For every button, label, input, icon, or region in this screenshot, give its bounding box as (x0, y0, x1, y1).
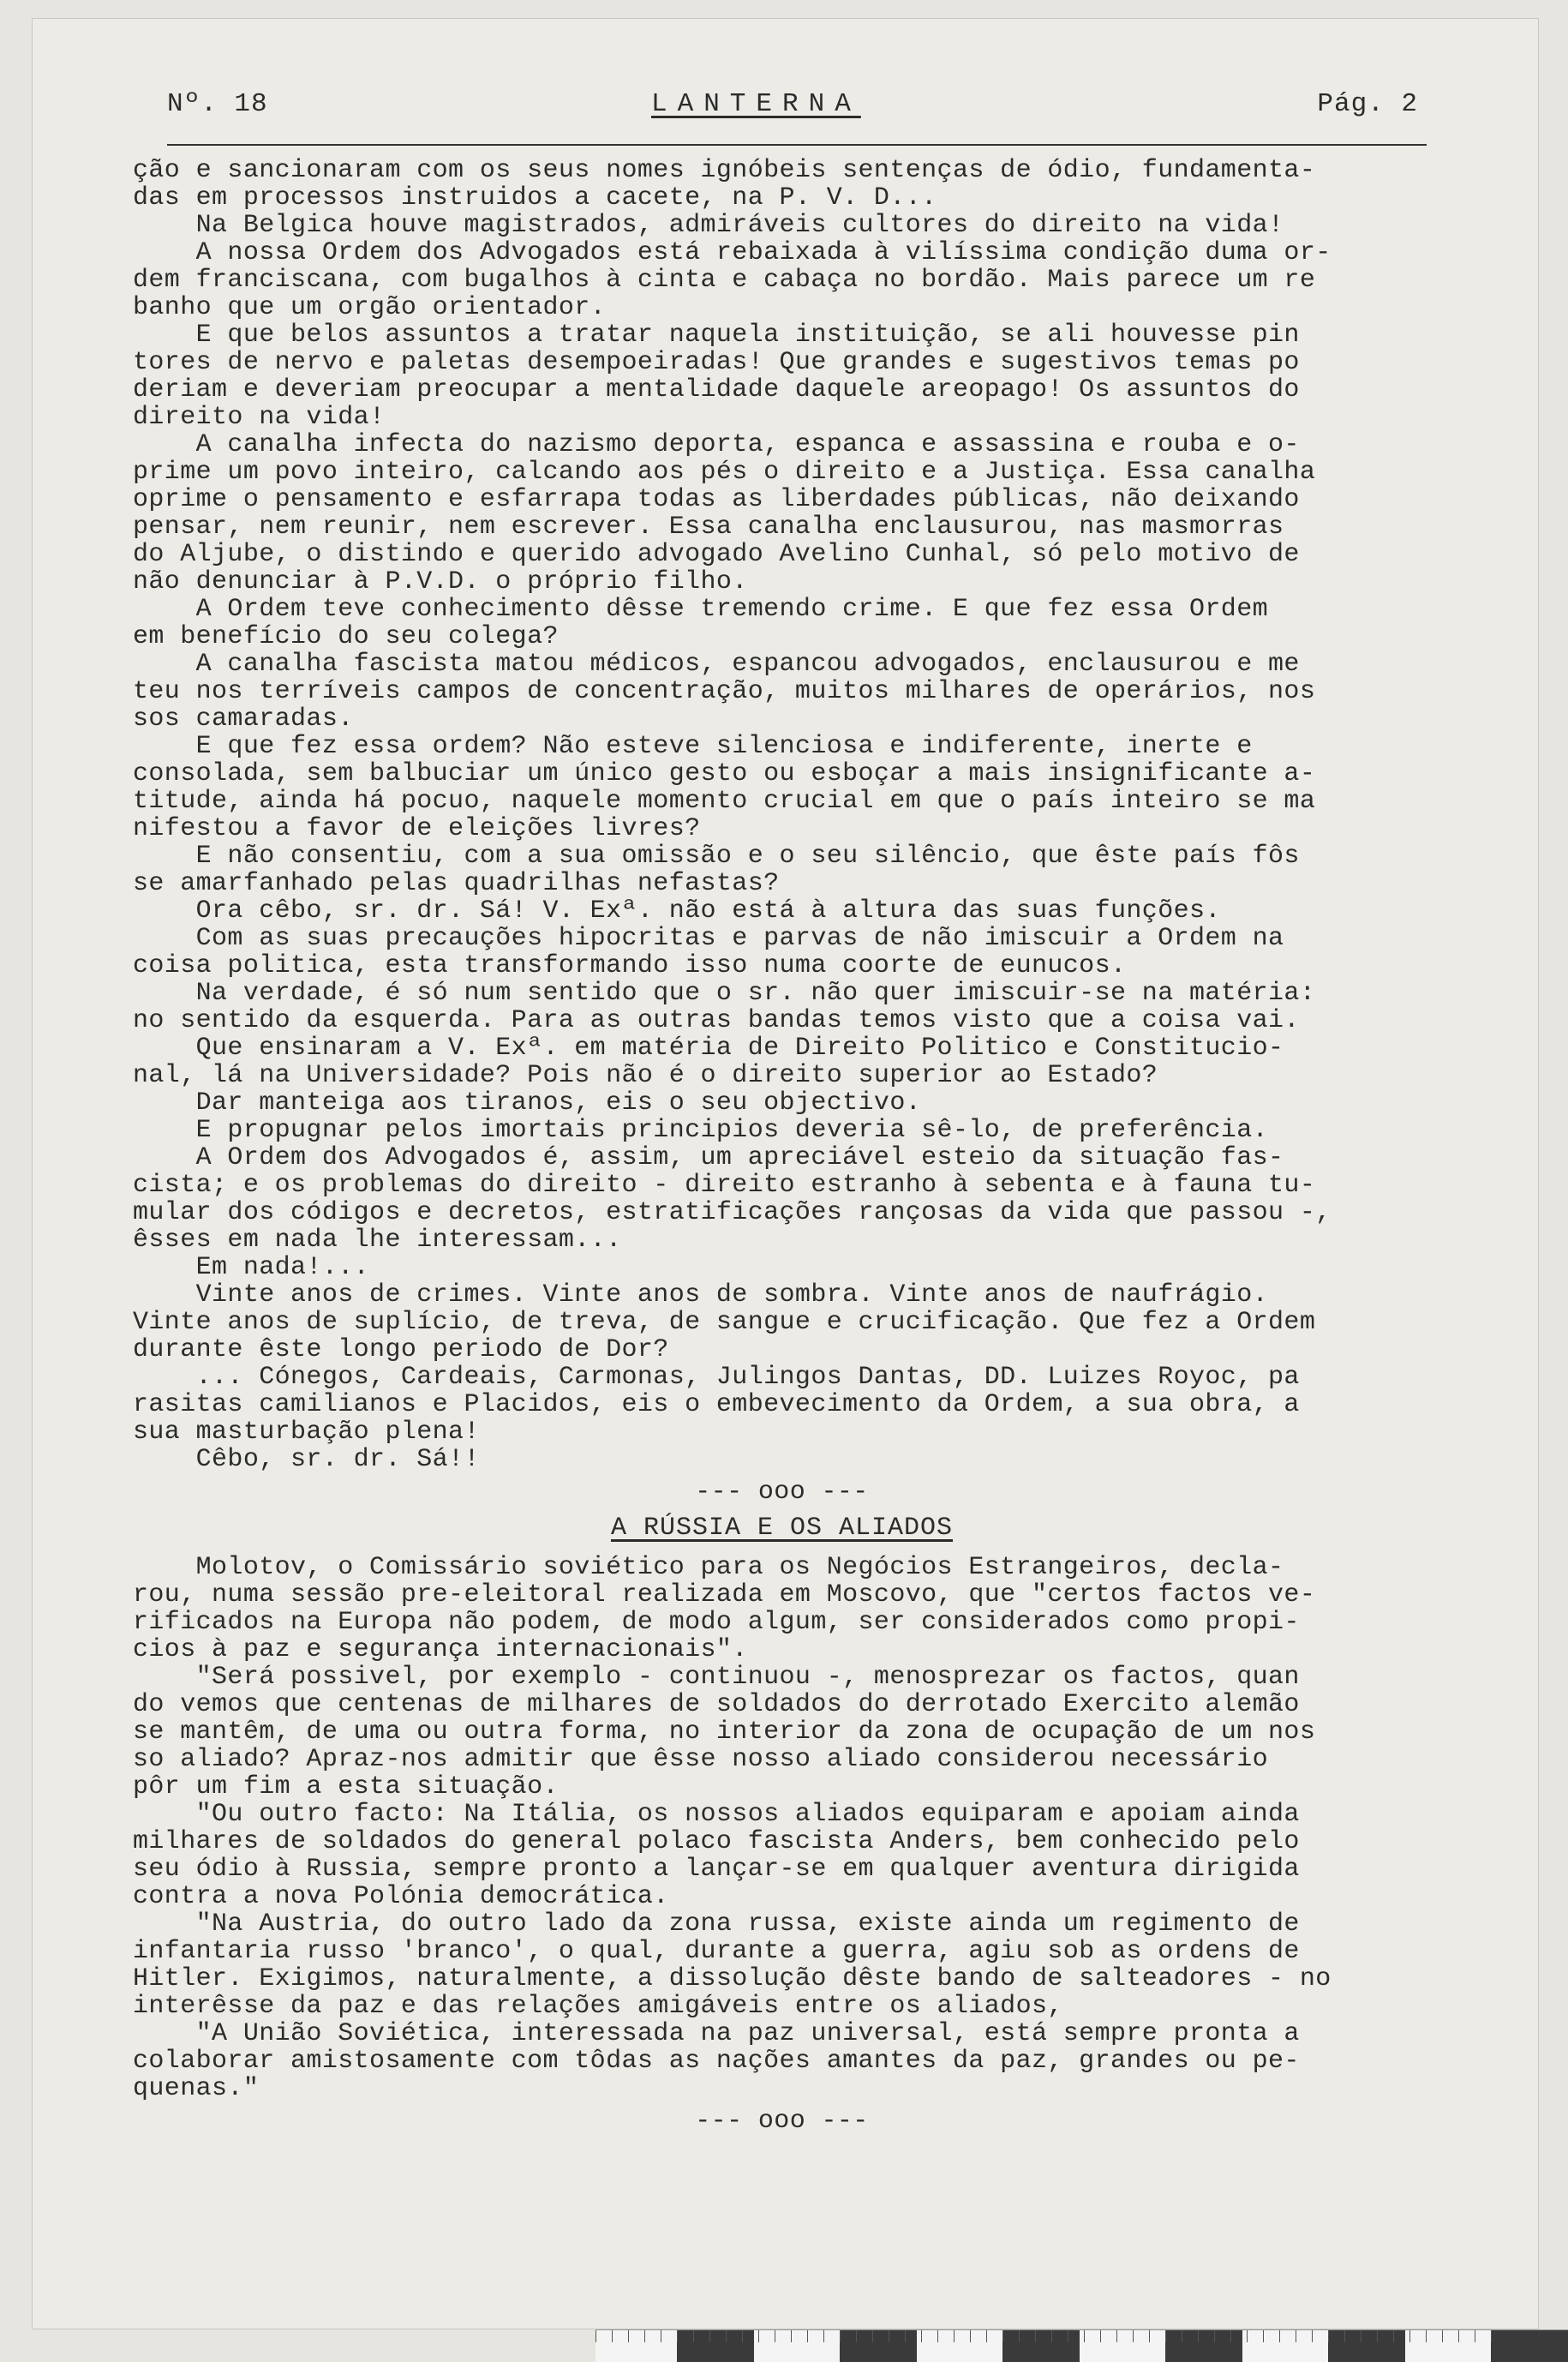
text-line: oprime o pensamento e esfarrapa todas as liberdades públicas, não deixando (133, 485, 1300, 514)
ruler-tick (954, 2330, 955, 2342)
ruler-tick (1247, 2330, 1248, 2342)
ruler-tick (1116, 2330, 1117, 2342)
text-line: contra a nova Polónia democrática. (133, 1882, 669, 1911)
ruler-tick (1051, 2330, 1052, 2342)
text-line: banho que um orgão orientador. (133, 293, 607, 322)
text-line: so aliado? Apraz-nos admitir que êsse nosso aliado considerou necessário (133, 1745, 1269, 1774)
ruler-tick (1198, 2330, 1199, 2342)
text-line: prime um povo inteiro, calcando aos pés o direito e a Justiça. Essa canalha (133, 458, 1316, 487)
text-line: no sentido da esquerda. Para as outras bandas temos visto que a coisa vai. (133, 1006, 1300, 1035)
text-line: Ora cêbo, sr. dr. Sá! V. Exª. não está à altura das suas funções. (133, 896, 1221, 926)
newspaper-title: LANTERNA (651, 89, 861, 119)
text-line: nifestou a favor de eleições livres? (133, 814, 701, 843)
ruler-tick (1458, 2330, 1459, 2342)
article-russia-text (133, 1554, 1431, 2102)
issue-number: Nº. 18 (167, 89, 268, 119)
text-line: ... Cónegos, Cardeais, Carmonas, Julingos Dantas, DD. Luizes Royoc, pa (133, 1363, 1300, 1392)
text-line: nal, lá na Universidade? Pois não é o direito superior ao Estado? (133, 1061, 1158, 1090)
ruler-tick (905, 2330, 906, 2342)
ruler-tick (1084, 2330, 1085, 2342)
ruler-segment (1491, 2330, 1568, 2362)
ruler-tick (1019, 2330, 1020, 2342)
text-line: das em processos instruidos a cacete, na P. V. D... (133, 183, 937, 213)
text-line: milhares de soldados do general polaco fascista Anders, bem conhecido pelo (133, 1827, 1300, 1856)
ruler-tick (1328, 2330, 1329, 2342)
text-line: Na verdade, é só num sentido que o sr. não quer imiscuir-se na matéria: (133, 979, 1316, 1008)
text-line: interêsse da paz e das relações amigáveis entre os aliados, (133, 1992, 1063, 2021)
text-line: "Na Austria, do outro lado da zona russa, existe ainda um regimento de (133, 1909, 1300, 1939)
text-line: mular dos códigos e decretos, estratificações rançosas da vida que passou -, (133, 1198, 1332, 1227)
ruler-tick (791, 2330, 792, 2342)
section-separator: --- ooo --- (695, 1478, 869, 1507)
ruler-tick (823, 2330, 824, 2342)
ruler-tick (1230, 2330, 1231, 2342)
text-line: cios à paz e segurança internacionais". (133, 1635, 748, 1664)
text-line: direito na vida! (133, 403, 386, 432)
ruler-tick (1214, 2330, 1215, 2342)
text-line: Na Belgica houve magistrados, admiráveis cultores do direito na vida! (133, 211, 1284, 240)
ruler-tick (1312, 2330, 1313, 2342)
text-line: rasitas camilianos e Placidos, eis o embevecimento da Ordem, a sua obra, a (133, 1390, 1300, 1419)
text-line: E que fez essa ordem? Não esteve silenciosa e indiferente, inerte e (133, 732, 1253, 761)
ruler-tick (1491, 2330, 1492, 2342)
scale-ruler (595, 2329, 1568, 2362)
text-line: quenas." (133, 2074, 260, 2103)
ruler-tick (1279, 2330, 1280, 2342)
text-line: do vemos que centenas de milhares de soldados do derrotado Exercito alemão (133, 1690, 1300, 1719)
text-line: Vinte anos de crimes. Vinte anos de sombra. Vinte anos de naufrágio. (133, 1280, 1269, 1310)
text-line: E propugnar pelos imortais principios deveria sê-lo, de preferência. (133, 1116, 1269, 1145)
ruler-tick (758, 2330, 759, 2342)
text-line: "Será possivel, por exemplo - continuou -, menosprezar os factos, quan (133, 1663, 1300, 1692)
ruler-tick (1409, 2330, 1410, 2342)
ruler-tick (628, 2330, 629, 2342)
text-line: êsses em nada lhe interessam... (133, 1226, 622, 1255)
article-ordem-text (133, 157, 1431, 1473)
ruler-tick (612, 2330, 613, 2342)
text-line: Que ensinaram a V. Exª. em matéria de Direito Politico e Constitucio- (133, 1034, 1284, 1063)
text-line: infantaria russo 'branco', o qual, durante a guerra, agiu sob as ordens de (133, 1937, 1300, 1966)
text-line: tores de nervo e paletas desempoeiradas! Que grandes e sugestivos temas po (133, 348, 1300, 377)
text-line: Em nada!... (133, 1253, 370, 1282)
ruler-tick (856, 2330, 857, 2342)
text-line: rificados na Europa não podem, de modo algum, ser considerados como propi- (133, 1608, 1300, 1637)
text-line: Hitler. Exigimos, naturalmente, a dissolução dêste bando de salteadores - no (133, 1964, 1332, 1993)
text-line: coisa politica, esta transformando isso numa coorte de eunucos. (133, 951, 1127, 980)
ruler-tick (595, 2330, 596, 2342)
ruler-tick (921, 2330, 922, 2342)
ruler-tick (872, 2330, 873, 2342)
ruler-tick (726, 2330, 727, 2342)
ruler-tick (986, 2330, 987, 2342)
ruler-tick (1426, 2330, 1427, 2342)
text-line: ção e sancionaram com os seus nomes ignóbeis sentenças de ódio, fundamenta- (133, 156, 1316, 185)
text-line: seu ódio à Russia, sempre pronto a lançar-se em qualquer aventura dirigida (133, 1855, 1300, 1884)
ruler-tick (807, 2330, 808, 2342)
text-line: Cêbo, sr. dr. Sá!! (133, 1445, 480, 1474)
ruler-tick (970, 2330, 971, 2342)
text-line: sua masturbação plena! (133, 1418, 480, 1447)
text-line: Vinte anos de suplício, de treva, de sangue e crucificação. Que fez a Ordem (133, 1308, 1316, 1337)
text-line: Com as suas precauções hipocritas e parvas de não imiscuir a Ordem na (133, 924, 1284, 953)
ruler-tick (709, 2330, 710, 2342)
text-line: deriam e deveriam preocupar a mentalidade daquele areopago! Os assuntos do (133, 375, 1300, 405)
header-rule (167, 144, 1427, 146)
text-line: em benefício do seu colega? (133, 622, 559, 651)
text-line: teu nos terríveis campos de concentração, muitos milhares de operários, nos (133, 677, 1316, 706)
text-line: colaborar amistosamente com tôdas as nações amantes da paz, grandes ou pe- (133, 2047, 1300, 2076)
ruler-tick (742, 2330, 743, 2342)
text-line: titude, ainda há pocuo, naquele momento crucial em que o país inteiro se ma (133, 787, 1316, 816)
ruler-tick (1165, 2330, 1166, 2342)
page-header (167, 89, 1418, 129)
text-line: E que belos assuntos a tratar naquela instituição, se ali houvesse pin (133, 321, 1300, 350)
ruler-tick (1149, 2330, 1150, 2342)
text-line: do Aljube, o distindo e querido advogado Avelino Cunhal, só pelo motivo de (133, 540, 1300, 569)
text-line: durante êste longo periodo de Dor? (133, 1335, 669, 1364)
text-line: pôr um fim a esta situação. (133, 1772, 559, 1801)
ruler-tick (677, 2330, 678, 2342)
ruler-tick (693, 2330, 694, 2342)
text-line: E não consentiu, com a sua omissão e o seu silêncio, que êste país fôs (133, 842, 1300, 871)
article-body (133, 157, 1431, 2140)
text-line: A canalha fascista matou médicos, espancou advogados, enclausurou e me (133, 650, 1300, 679)
end-separator: --- ooo --- (695, 2107, 869, 2136)
ruler-tick (1393, 2330, 1394, 2342)
section-heading: A RÚSSIA E OS ALIADOS (610, 1514, 954, 1543)
ruler-tick (1100, 2330, 1101, 2342)
ruler-tick (937, 2330, 938, 2342)
text-line: se amarfanhado pelas quadrilhas nefastas? (133, 869, 780, 898)
text-line: consolada, sem balbuciar um único gesto ou esboçar a mais insignificante a- (133, 759, 1316, 788)
text-line: cista; e os problemas do direito - direito estranho à sebenta e à fauna tu- (133, 1171, 1316, 1200)
text-line: não denunciar à P.V.D. o próprio filho. (133, 567, 748, 596)
text-line: se mantêm, de uma ou outra forma, no interior da zona de ocupação de um nos (133, 1718, 1316, 1747)
text-line: sos camaradas. (133, 704, 354, 734)
text-line: pensar, nem reunir, nem escrever. Essa canalha enclausurou, nas masmorras (133, 513, 1284, 542)
ruler-tick (840, 2330, 841, 2342)
ruler-tick (1442, 2330, 1443, 2342)
text-line: "Ou outro facto: Na Itália, os nossos aliados equiparam e apoiam ainda (133, 1800, 1300, 1829)
text-line: dem franciscana, com bugalhos à cinta e cabaça no bordão. Mais parece um re (133, 266, 1316, 295)
text-line: Dar manteiga aos tiranos, eis o seu objectivo. (133, 1088, 922, 1118)
ruler-tick (644, 2330, 645, 2342)
text-line: A Ordem teve conhecimento dêsse tremendo crime. E que fez essa Ordem (133, 595, 1269, 624)
ruler-tick (1002, 2330, 1003, 2342)
text-line: A Ordem dos Advogados é, assim, um apreciável esteio da situação fas- (133, 1143, 1284, 1172)
text-line: rou, numa sessão pre-eleitoral realizada em Moscovo, que "certos factos ve- (133, 1580, 1316, 1610)
ruler-tick (1344, 2330, 1345, 2342)
ruler-tick (1377, 2330, 1378, 2342)
ruler-tick (1133, 2330, 1134, 2342)
ruler-tick (1361, 2330, 1362, 2342)
text-line: Molotov, o Comissário soviético para os Negócios Estrangeiros, decla- (133, 1553, 1284, 1582)
text-line: "A União Soviética, interessada na paz universal, está sempre pronta a (133, 2019, 1300, 2048)
page-number: Pág. 2 (1317, 89, 1418, 119)
text-line: A nossa Ordem dos Advogados está rebaixada à vilíssima condição duma or- (133, 238, 1332, 267)
ruler-tick (1035, 2330, 1036, 2342)
ruler-tick (1263, 2330, 1264, 2342)
text-line: A canalha infecta do nazismo deporta, espanca e assassina e rouba e o- (133, 430, 1300, 459)
